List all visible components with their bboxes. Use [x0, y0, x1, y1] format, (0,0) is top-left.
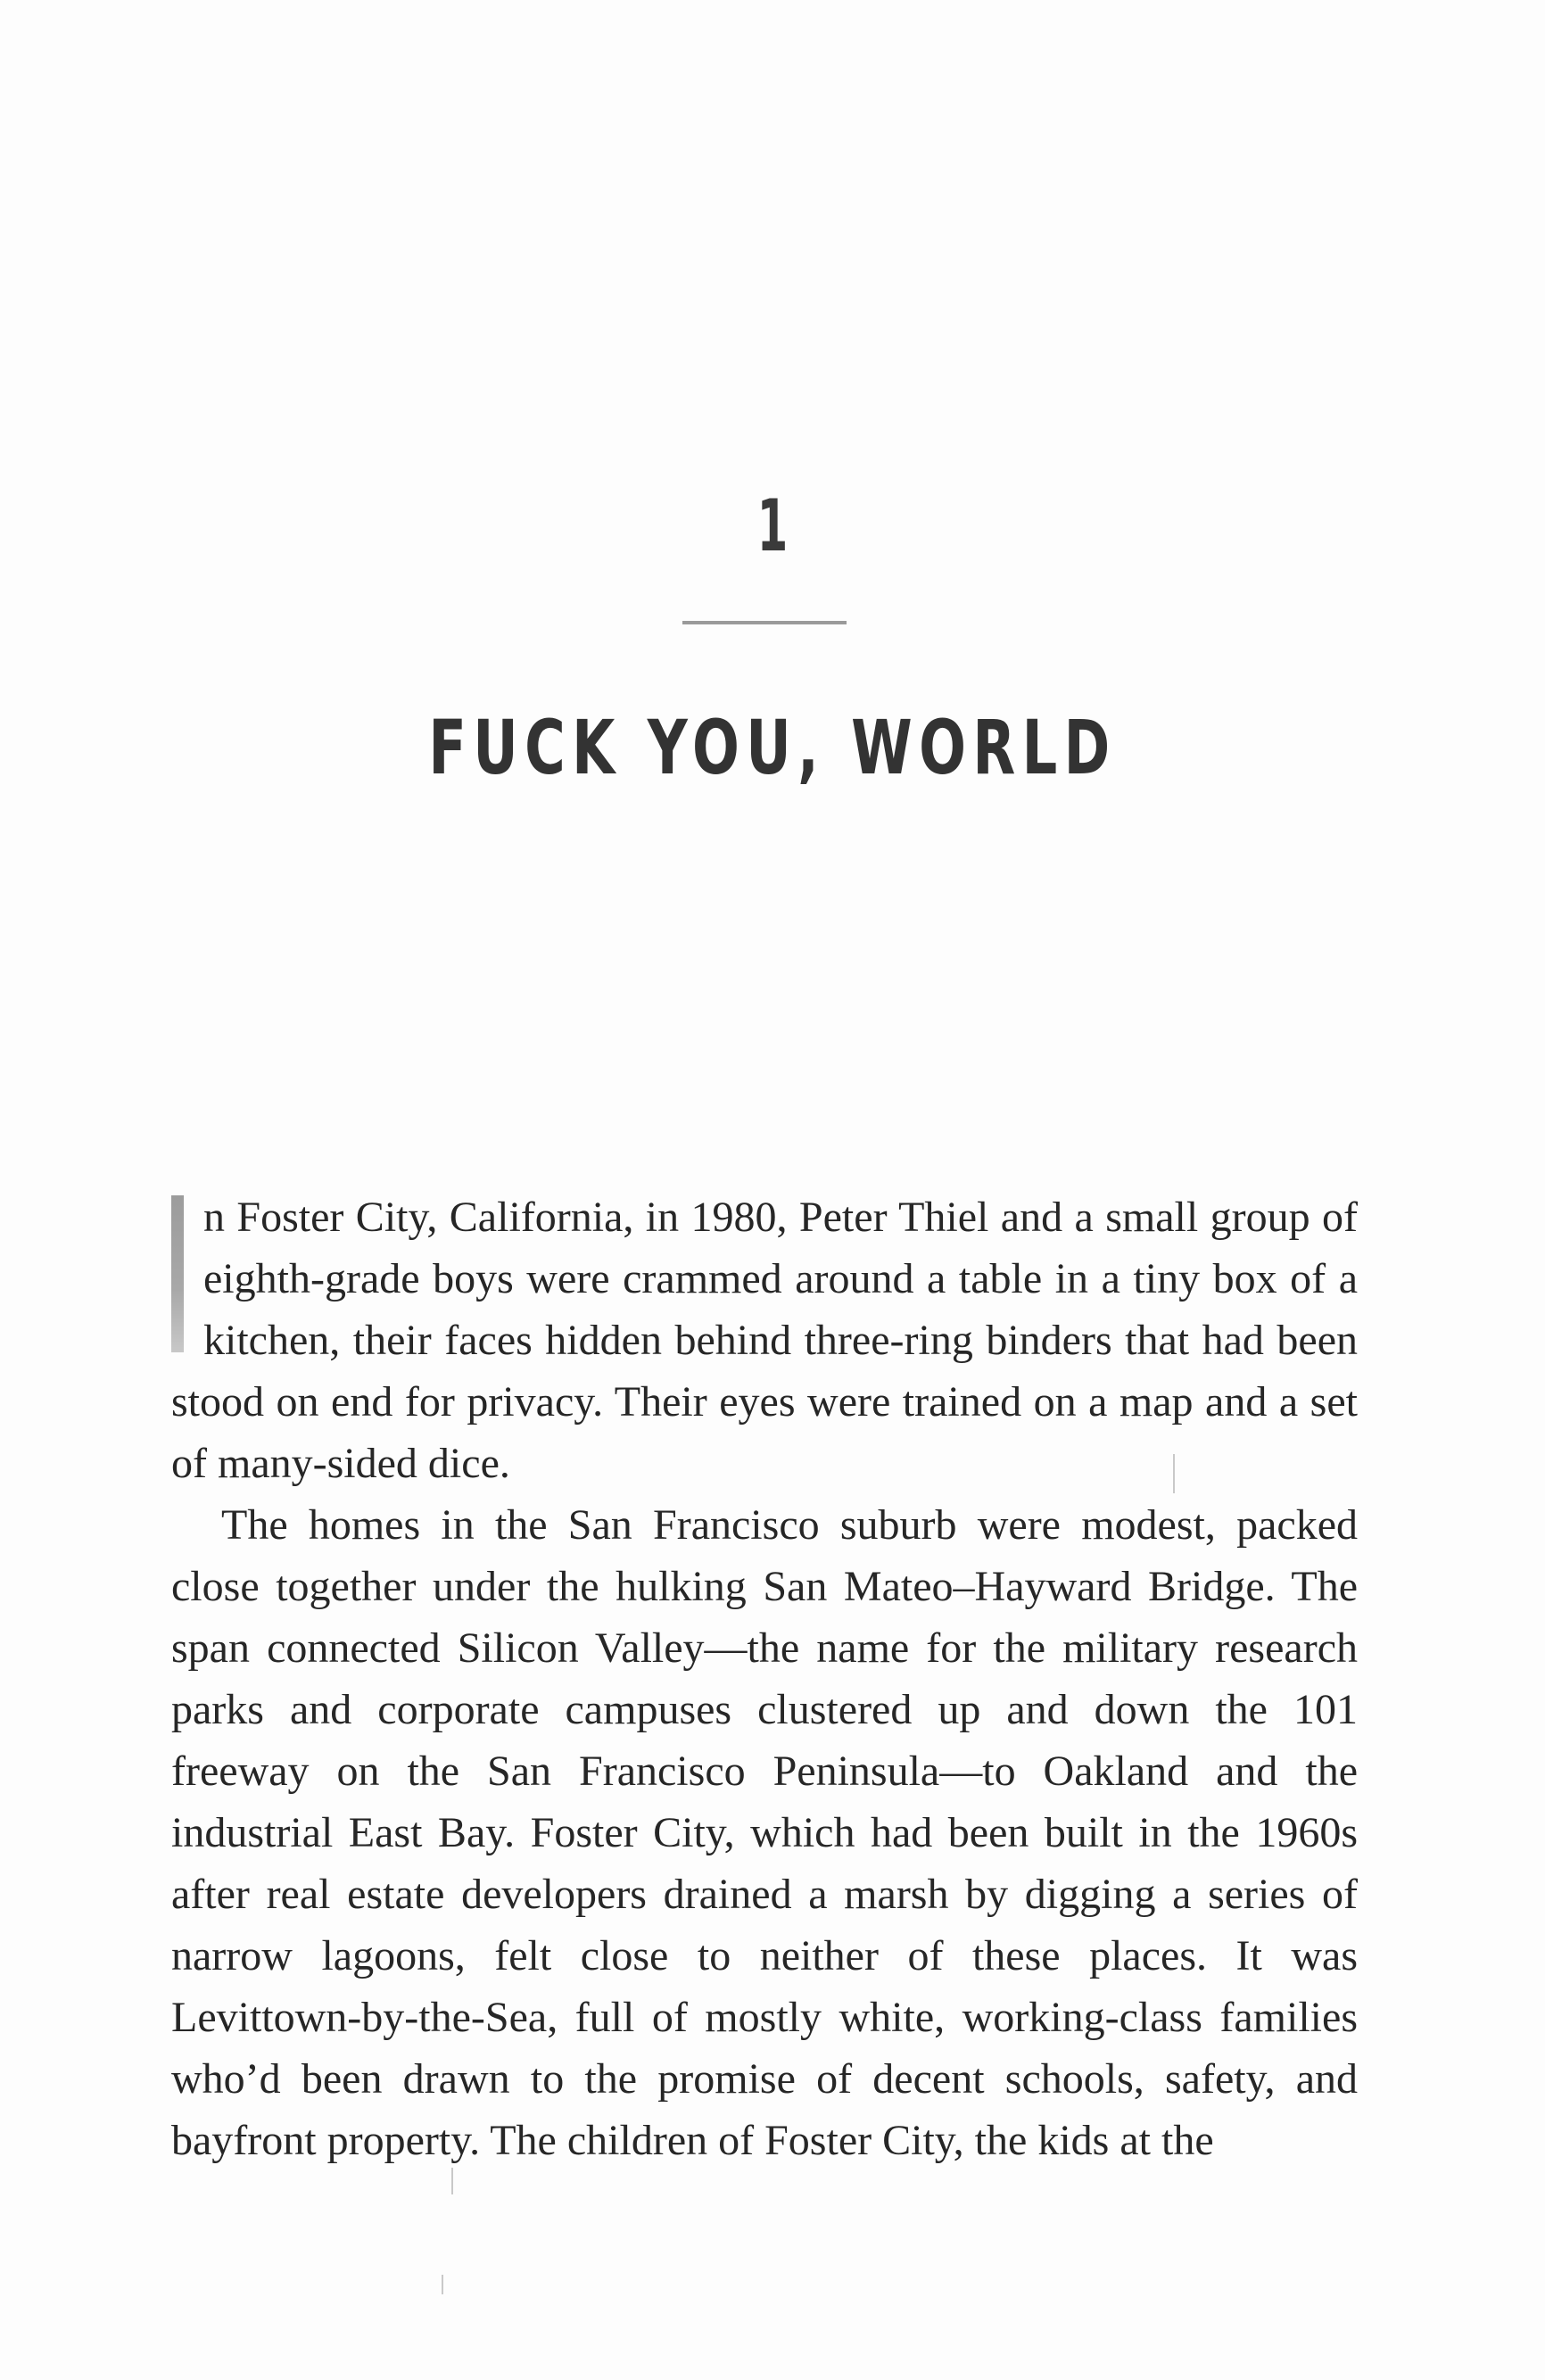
paragraph: The homes in the San Francisco suburb were modest, packed close together under the hulking San Mateo–Hayward Bridge. The span connected Silicon Valley—the name for the military research parks and corporate campuses clustered up and down the 101 freeway on the San Francisco Peninsula—to Oakland and the industrial East Bay. Foster City, which had been built in the 1960s after real estate developers drained a marsh by digging a series of narrow lagoons, felt close to neither of these places. It was Levittown-by-the-Sea, full of mostly white, working-class families who’d been drawn to the promise of decent schools, safety, and bayfront property. The children of Foster City, the kids at the	[171, 1501, 1358, 2164]
scan-mark	[442, 2275, 443, 2294]
opening-paragraph-text: n Foster City, California, in 1980, Peter Thiel and a small group of eighth-grade boys were crammed around a table in a tiny box of a kitchen, their faces hidden behind three-ring binders that had been stood on end for privacy. Their eyes were trained on a map and a set of many-sided dice.	[171, 1194, 1358, 1487]
chapter-title: FUCK YOU, WORLD	[428, 704, 1117, 791]
drop-cap	[171, 1195, 184, 1352]
drop-cap-letter	[171, 1195, 172, 1196]
scan-mark	[1173, 1454, 1175, 1493]
scan-mark	[451, 2168, 453, 2194]
chapter-number: 1	[756, 484, 789, 567]
chapter-divider	[682, 621, 847, 624]
chapter-body	[171, 1186, 1358, 2171]
opening-paragraph	[171, 1186, 1358, 1494]
